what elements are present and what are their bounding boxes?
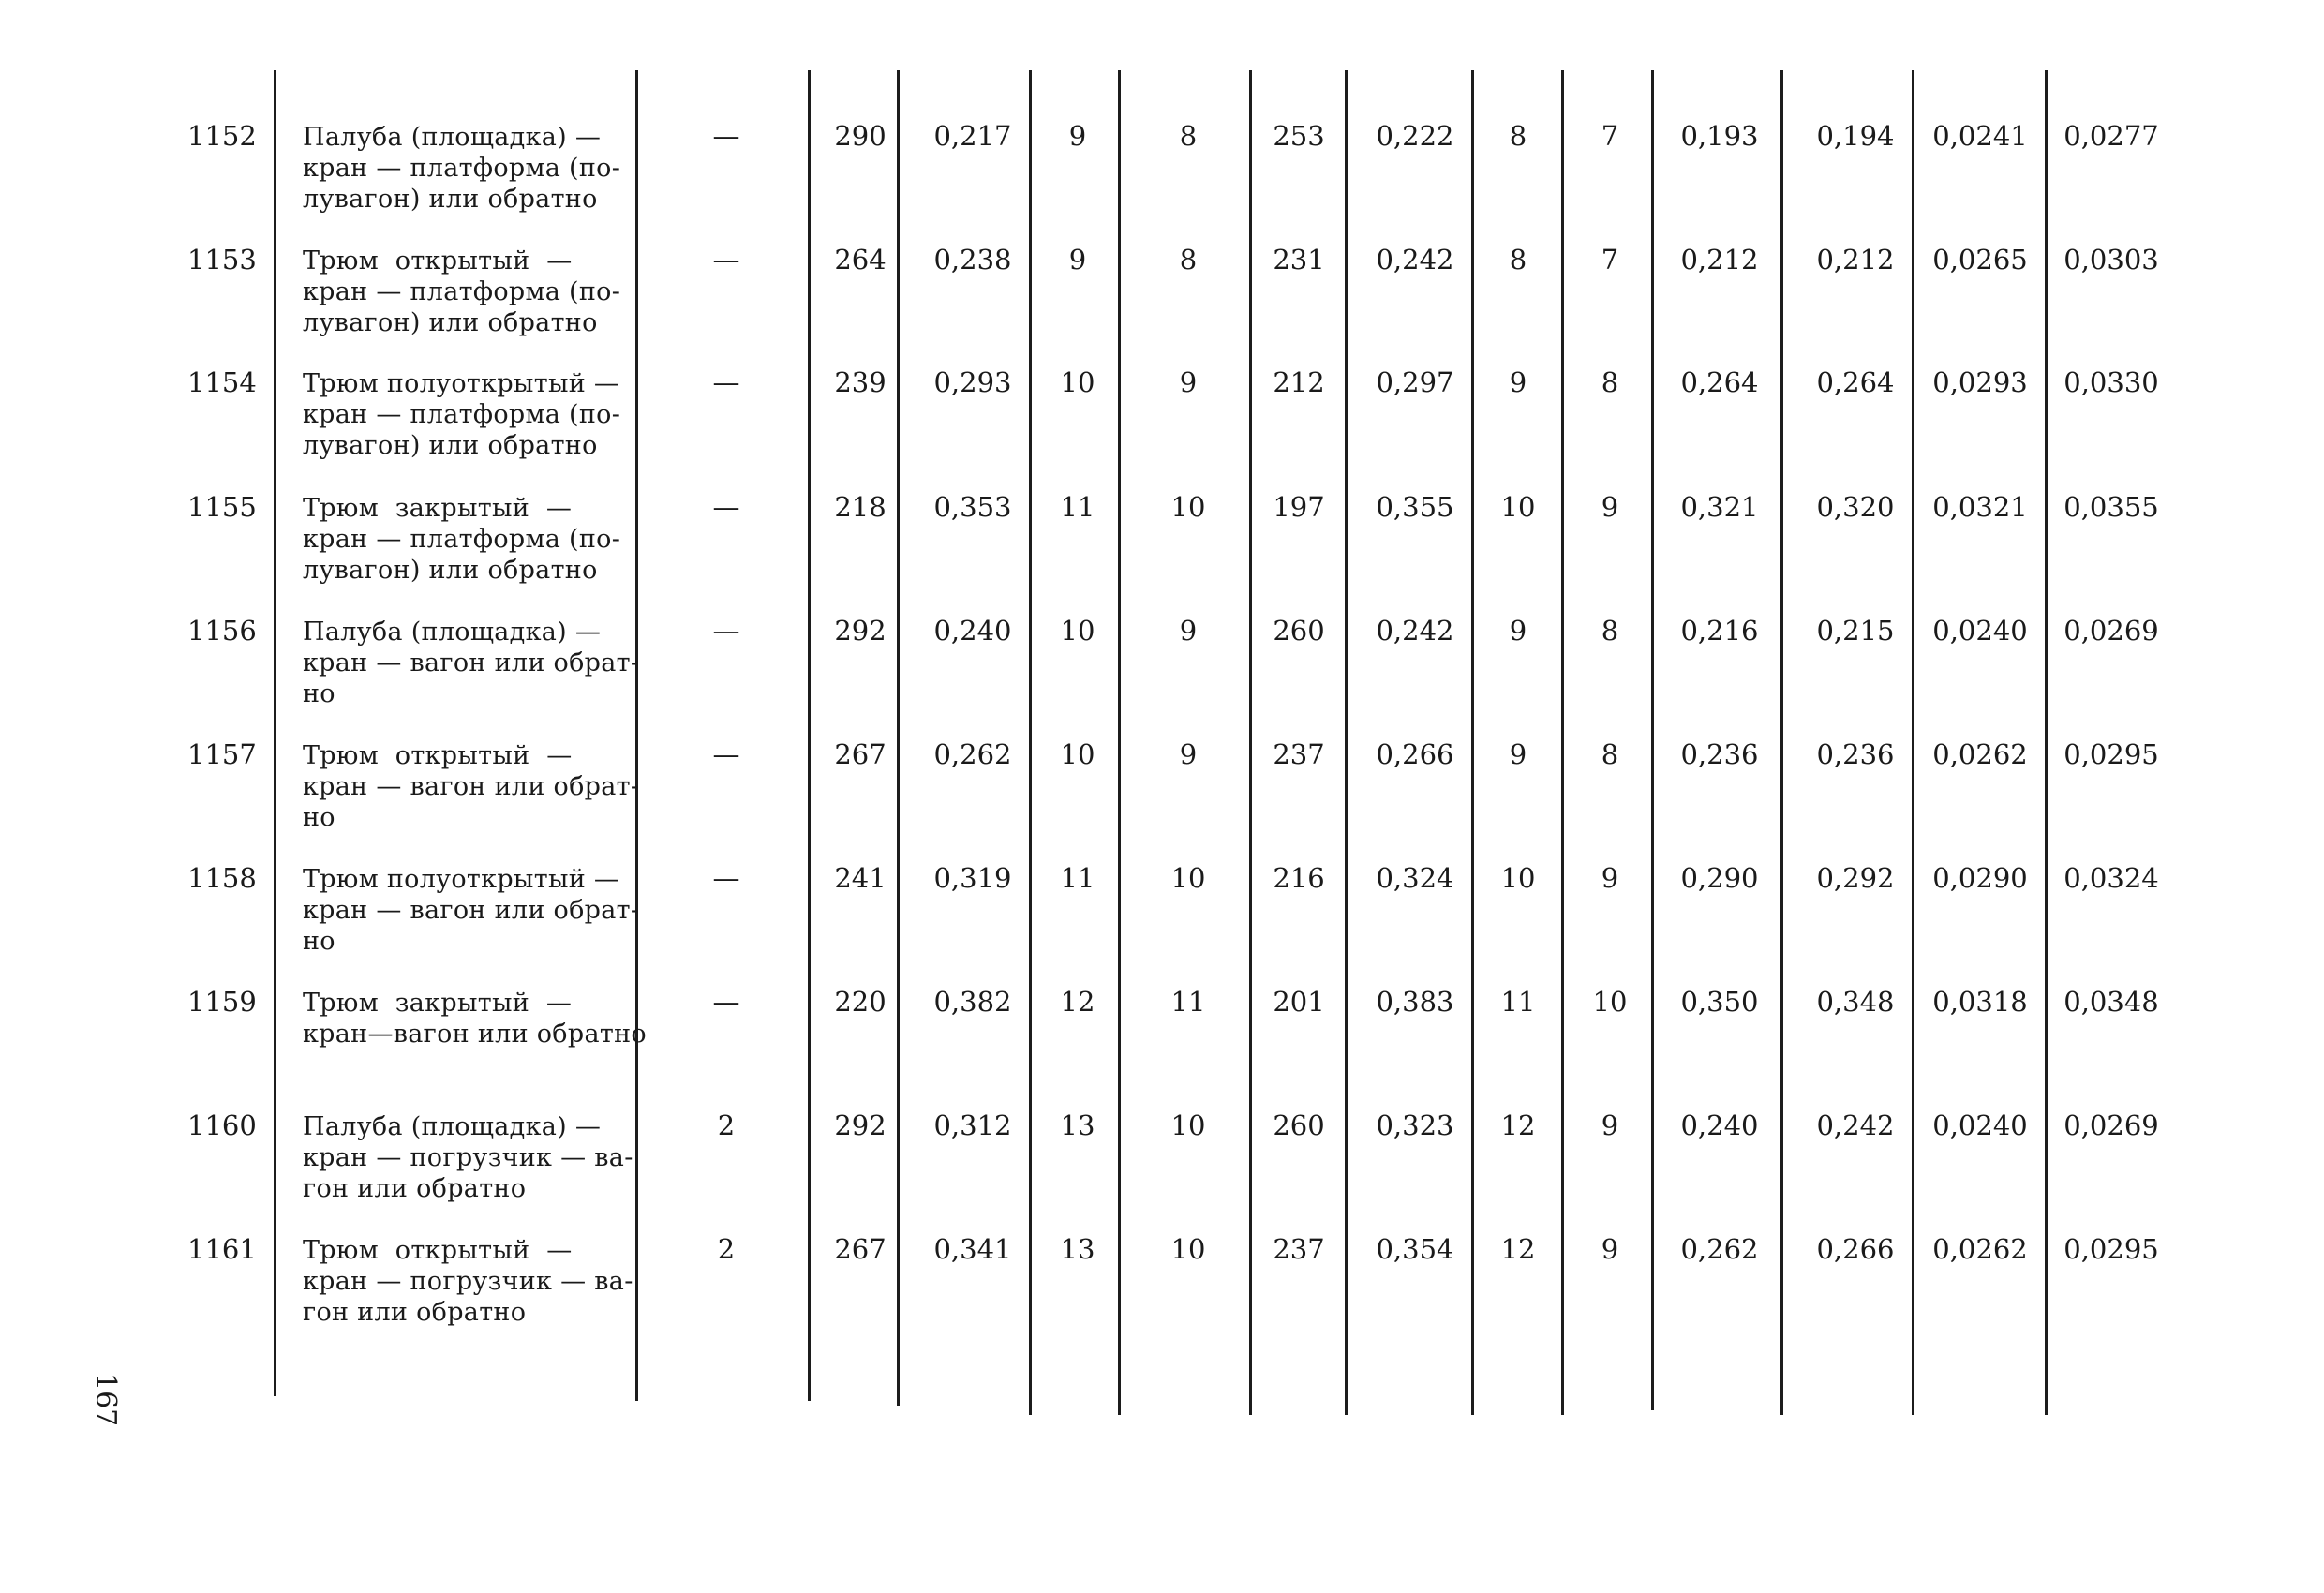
table-cell-c6: 237 <box>1273 738 1325 770</box>
table-cell-c2: 239 <box>834 366 886 398</box>
table-cell-c7: 0,354 <box>1376 1233 1454 1265</box>
table-cell-c7: 0,355 <box>1376 491 1454 523</box>
table-cell-c10: 0,236 <box>1680 738 1759 770</box>
table-cell-c1: — <box>712 615 740 647</box>
table-cell-c3: 0,238 <box>933 244 1012 275</box>
table-cell-c5: 8 <box>1179 120 1198 152</box>
table-cell-c5: 9 <box>1179 615 1198 647</box>
table-cell-c1: 2 <box>717 1233 736 1265</box>
table-cell-c5: 8 <box>1179 244 1198 275</box>
table-cell-c9: 9 <box>1601 1233 1619 1265</box>
table-cell-c3: 0,262 <box>933 738 1012 770</box>
table-cell-c5: 9 <box>1179 366 1198 398</box>
table-cell-c10: 0,290 <box>1680 862 1759 894</box>
table-cell-c7: 0,266 <box>1376 738 1454 770</box>
table-cell-c1: 2 <box>717 1109 736 1141</box>
table-cell-c9: 9 <box>1601 862 1619 894</box>
table-cell-c1: — <box>712 738 740 770</box>
table-cell-c12: 0,0240 <box>1932 1109 2028 1141</box>
table-cell-c10: 0,264 <box>1680 366 1759 398</box>
table-cell-c13: 0,0303 <box>2063 244 2159 275</box>
table-cell-c8: 12 <box>1500 1233 1536 1265</box>
operation-description: Трюм полуоткрытый — кран — вагон или обрат- но <box>303 865 640 956</box>
table-cell-c6: 216 <box>1273 862 1325 894</box>
table-cell-c10: 0,216 <box>1680 615 1759 647</box>
operation-description: Палуба (площадка) — кран — вагон или обрат- но <box>303 618 640 708</box>
table-cell-c11: 0,264 <box>1816 366 1895 398</box>
table-cell-c1: — <box>712 986 740 1018</box>
table-cell-c13: 0,0295 <box>2063 1233 2159 1265</box>
table-cell-c1: — <box>712 491 740 523</box>
table-cell-c1: — <box>712 366 740 398</box>
table-cell-c7: 0,242 <box>1376 615 1454 647</box>
row-number: 1153 <box>187 244 257 275</box>
table-cell-c11: 0,348 <box>1816 986 1895 1018</box>
operation-description: Трюм закрытый — кран — платформа (по- лувагон) или обратно <box>303 494 621 585</box>
table-cell-c3: 0,293 <box>933 366 1012 398</box>
operation-description: Палуба (площадка) — кран — погрузчик — ва- гон или обратно <box>303 1112 633 1203</box>
table-cell-c2: 267 <box>834 738 886 770</box>
table-cell-c13: 0,0355 <box>2063 491 2159 523</box>
table-cell-c6: 260 <box>1273 1109 1325 1141</box>
table-cell-c12: 0,0241 <box>1932 120 2028 152</box>
table-cell-c4: 10 <box>1060 366 1095 398</box>
table-cell-c1: — <box>712 120 740 152</box>
row-number: 1155 <box>187 491 257 523</box>
table-cell-c13: 0,0269 <box>2063 615 2159 647</box>
table-cell-c2: 292 <box>834 615 886 647</box>
table-cell-c9: 9 <box>1601 1109 1619 1141</box>
table-cell-c13: 0,0330 <box>2063 366 2159 398</box>
table-cell-c9: 7 <box>1601 120 1619 152</box>
table-cell-c8: 11 <box>1500 986 1536 1018</box>
table-cell-c6: 197 <box>1273 491 1325 523</box>
page-number: 167 <box>89 1373 122 1427</box>
table-cell-c1: — <box>712 862 740 894</box>
table-cell-c12: 0,0293 <box>1932 366 2028 398</box>
table-cell-c2: 290 <box>834 120 886 152</box>
operation-description: Трюм открытый — кран — вагон или обрат- но <box>303 741 640 832</box>
table-cell-c3: 0,217 <box>933 120 1012 152</box>
table-cell-c6: 201 <box>1273 986 1325 1018</box>
table-cell-c4: 12 <box>1060 986 1095 1018</box>
table-cell-c5: 10 <box>1170 1233 1206 1265</box>
table-cell-c2: 218 <box>834 491 886 523</box>
table-cell-c2: 292 <box>834 1109 886 1141</box>
table-cell-c13: 0,0295 <box>2063 738 2159 770</box>
table-cell-c2: 267 <box>834 1233 886 1265</box>
table-cell-c10: 0,262 <box>1680 1233 1759 1265</box>
table-cell-c7: 0,324 <box>1376 862 1454 894</box>
column-rule <box>274 70 276 1396</box>
table-cell-c8: 9 <box>1509 615 1527 647</box>
operation-description: Трюм закрытый — кран—вагон или обратно <box>303 989 647 1049</box>
table-cell-c2: 241 <box>834 862 886 894</box>
table-cell-c12: 0,0290 <box>1932 862 2028 894</box>
table-cell-c9: 8 <box>1601 366 1619 398</box>
table-cell-c9: 8 <box>1601 615 1619 647</box>
table-cell-c4: 10 <box>1060 738 1095 770</box>
table-cell-c11: 0,266 <box>1816 1233 1895 1265</box>
row-number: 1158 <box>187 862 257 894</box>
table-cell-c12: 0,0318 <box>1932 986 2028 1018</box>
table-cell-c12: 0,0262 <box>1932 738 2028 770</box>
table-cell-c6: 237 <box>1273 1233 1325 1265</box>
table-cell-c2: 220 <box>834 986 886 1018</box>
table-cell-c5: 10 <box>1170 1109 1206 1141</box>
table-cell-c4: 13 <box>1060 1109 1095 1141</box>
table-cell-c8: 10 <box>1500 491 1536 523</box>
row-number: 1156 <box>187 615 257 647</box>
table-cell-c3: 0,382 <box>933 986 1012 1018</box>
table-cell-c10: 0,240 <box>1680 1109 1759 1141</box>
table-cell-c4: 10 <box>1060 615 1095 647</box>
table-cell-c1: — <box>712 244 740 275</box>
table-cell-c4: 13 <box>1060 1233 1095 1265</box>
table-cell-c11: 0,242 <box>1816 1109 1895 1141</box>
table-cell-c12: 0,0262 <box>1932 1233 2028 1265</box>
table-cell-c10: 0,350 <box>1680 986 1759 1018</box>
table-cell-c11: 0,292 <box>1816 862 1895 894</box>
table-cell-c4: 11 <box>1060 862 1095 894</box>
table-cell-c12: 0,0321 <box>1932 491 2028 523</box>
table-cell-c3: 0,240 <box>933 615 1012 647</box>
table-cell-c8: 9 <box>1509 366 1527 398</box>
table-cell-c12: 0,0265 <box>1932 244 2028 275</box>
table-cell-c6: 253 <box>1273 120 1325 152</box>
table-cell-c11: 0,212 <box>1816 244 1895 275</box>
table-cell-c3: 0,353 <box>933 491 1012 523</box>
table-cell-c6: 260 <box>1273 615 1325 647</box>
column-rule <box>1780 70 1783 1415</box>
table-cell-c11: 0,320 <box>1816 491 1895 523</box>
row-number: 1160 <box>187 1109 257 1141</box>
table-cell-c5: 10 <box>1170 491 1206 523</box>
table-cell-c4: 9 <box>1068 120 1087 152</box>
table-cell-c12: 0,0240 <box>1932 615 2028 647</box>
table-cell-c10: 0,193 <box>1680 120 1759 152</box>
table-cell-c10: 0,212 <box>1680 244 1759 275</box>
table-cell-c11: 0,236 <box>1816 738 1895 770</box>
operation-description: Трюм открытый — кран — платформа (по- лувагон) или обратно <box>303 246 621 337</box>
table-cell-c7: 0,222 <box>1376 120 1454 152</box>
table-cell-c6: 231 <box>1273 244 1325 275</box>
table-cell-c3: 0,341 <box>933 1233 1012 1265</box>
table-cell-c7: 0,323 <box>1376 1109 1454 1141</box>
table-cell-c7: 0,297 <box>1376 366 1454 398</box>
table-cell-c4: 11 <box>1060 491 1095 523</box>
row-number: 1154 <box>187 366 257 398</box>
table-cell-c11: 0,215 <box>1816 615 1895 647</box>
table-cell-c9: 7 <box>1601 244 1619 275</box>
table-cell-c13: 0,0324 <box>2063 862 2159 894</box>
table-cell-c3: 0,319 <box>933 862 1012 894</box>
table-cell-c9: 9 <box>1601 491 1619 523</box>
table-cell-c8: 8 <box>1509 244 1527 275</box>
table-cell-c5: 9 <box>1179 738 1198 770</box>
table-cell-c13: 0,0269 <box>2063 1109 2159 1141</box>
operation-description: Трюм полуоткрытый — кран — платформа (по- лувагон) или обратно <box>303 369 621 460</box>
table-cell-c9: 10 <box>1592 986 1628 1018</box>
row-number: 1152 <box>187 120 257 152</box>
table-cell-c8: 12 <box>1500 1109 1536 1141</box>
row-number: 1159 <box>187 986 257 1018</box>
table-cell-c2: 264 <box>834 244 886 275</box>
table-cell-c13: 0,0348 <box>2063 986 2159 1018</box>
table-cell-c10: 0,321 <box>1680 491 1759 523</box>
operation-description: Трюм открытый — кран — погрузчик — ва- гон или обратно <box>303 1236 633 1327</box>
operation-description: Палуба (площадка) — кран — платформа (по- лувагон) или обратно <box>303 123 621 214</box>
table-cell-c8: 8 <box>1509 120 1527 152</box>
table-cell-c11: 0,194 <box>1816 120 1895 152</box>
row-number: 1161 <box>187 1233 257 1265</box>
row-number: 1157 <box>187 738 257 770</box>
table-cell-c8: 10 <box>1500 862 1536 894</box>
table-cell-c8: 9 <box>1509 738 1527 770</box>
column-rule <box>2045 70 2048 1415</box>
table-cell-c6: 212 <box>1273 366 1325 398</box>
table-cell-c7: 0,242 <box>1376 244 1454 275</box>
table-cell-c7: 0,383 <box>1376 986 1454 1018</box>
table-cell-c5: 10 <box>1170 862 1206 894</box>
table-cell-c5: 11 <box>1170 986 1206 1018</box>
table-cell-c3: 0,312 <box>933 1109 1012 1141</box>
table-cell-c4: 9 <box>1068 244 1087 275</box>
table-cell-c9: 8 <box>1601 738 1619 770</box>
table-cell-c13: 0,0277 <box>2063 120 2159 152</box>
